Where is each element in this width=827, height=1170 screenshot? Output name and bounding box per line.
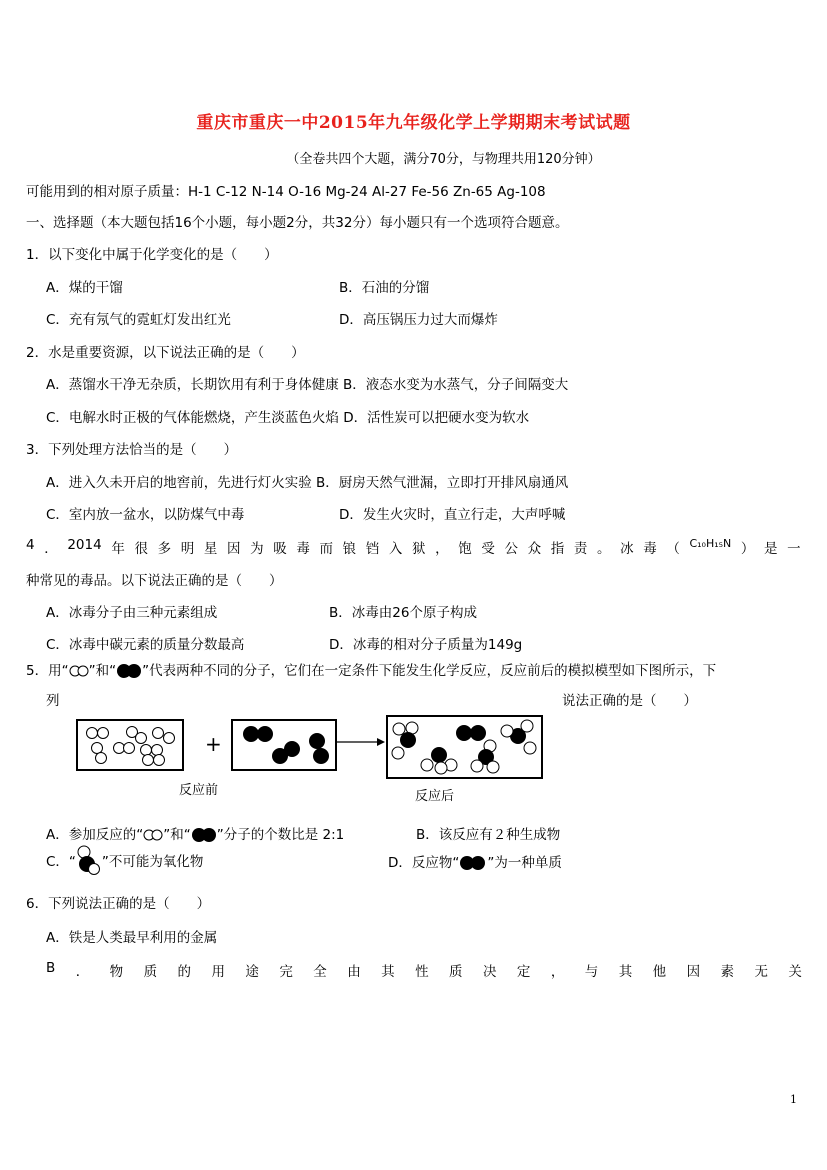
q5-option-a [46,823,344,843]
plus-sign: + [205,732,222,756]
page-subtitle: （全卷共四个大题，满分70分，与物理共用120分钟） [286,152,601,167]
q4-char: （ [666,541,680,557]
q5-stem [26,659,716,679]
q5-option-b: B．该反应有２种生成物 [416,827,561,843]
q4-char: 。 [596,541,611,557]
q6b-char: ， [550,964,565,980]
q4-char: 受 [481,541,495,557]
q6b-char: 其 [618,964,633,980]
q4-char: 为 [250,541,264,557]
q6b-char: 性 [415,964,429,980]
q4-char: 是 [764,541,778,557]
q6b-char: 全 [313,964,327,980]
q6b-char: 用 [211,964,225,980]
q2-options-cd: C．电解水时正极的气体能燃烧，产生淡蓝色火焰 D．活性炭可以把硬水变为软水 [46,410,530,426]
q6b-char: 质 [449,964,463,980]
q6b-char: 决 [482,964,497,980]
q4-option-a: A．冰毒分子由三种元素组成 [46,605,218,621]
section-heading: 一、选择题（本大题包括16个小题，每小题2分，共32分）每小题只有一个选项符合题意。 [26,215,569,231]
q6b-char: 他 [652,964,667,980]
q6b-char: 无 [754,964,768,980]
q6b-char: 其 [381,964,395,980]
page-title: 重庆市重庆一中2015年九年级化学上学期期末考试试题 [196,113,631,133]
q3-option-c: C．室内放一盆水，以防煤气中毒 [46,507,245,523]
q4-char: 4 [26,537,35,553]
q3-options-ab: A．进入久未开启的地窖前，先进行灯火实验 B．厨房天然气泄漏，立即打开排风扇通风 [46,475,569,491]
q4-char: ） [740,541,755,557]
q6b-char: 完 [279,964,293,980]
q6-option-b [46,960,802,980]
q4-char: 公 [504,541,518,557]
q4-char: C₁₀H₁₅N [689,537,732,550]
white-molecule-icon [143,829,163,841]
q5-stem-post: ”代表两种不同的分子，它们在一定条件下能发生化学反应，反应前后的模拟模型如下图所示，下 [142,663,717,679]
q5-stem-mid: ”和“ [88,663,117,679]
q6-option-a: A．铁是人类最早利用的金属 [46,930,218,946]
reaction-model-diagram [75,712,555,804]
q1-option-b: B．石油的分馏 [339,280,430,296]
white-molecule-icon [69,665,89,677]
q6b-char: 质 [143,964,158,980]
product-molecule-icon [76,845,102,875]
q1-option-d: D．高压锅压力过大而爆炸 [339,312,498,328]
q4-char: 饱 [458,541,472,557]
q6b-char: 素 [720,964,735,980]
q1-option-c: C．充有氖气的霓虹灯发出红光 [46,312,231,328]
q3-stem: 3．下列处理方法恰当的是（ ） [26,442,238,458]
page-number: 1 [790,1093,797,1106]
black-molecule-icon [116,663,142,679]
q4-char: 年 [111,541,125,557]
q6b-char: 与 [584,964,599,980]
q4-option-d: D．冰毒的相对分子质量为149g [329,637,523,653]
q4-stem-line1 [26,537,801,557]
q5-stem-pre: 5．用“ [26,663,69,679]
q4-char: 一 [787,541,801,557]
q4-char: 吸 [273,541,287,557]
q6b-char: 关 [788,964,802,980]
q4-char: ． [44,541,58,557]
q6b-char: ． [75,964,90,980]
q2-options-ab: A．蒸馏水干净无杂质，长期饮用有利于身体健康 B．液态水变为水蒸气，分子间隔变大 [46,377,569,393]
q5-option-c [46,845,203,875]
q4-char: 指 [550,541,565,557]
q6b-char: B [46,960,56,976]
q3-option-d: D．发生火灾时，直立行走，大声呼喊 [339,507,566,523]
q5-a-pre: A．参加反应的“ [46,827,144,843]
q4-option-c: C．冰毒中碳元素的质量分数最高 [46,637,245,653]
q6b-char: 途 [245,964,259,980]
q5-d-post: ”为一种单质 [487,855,562,871]
q4-char: 铛 [365,541,380,557]
q5-c-pre: C．“ [46,854,76,870]
q5-stem-line2b: 说法正确的是（ ） [562,693,697,709]
q6-stem: 6．下列说法正确的是（ ） [26,896,211,912]
q4-char: 星 [203,541,218,557]
q4-char: 责 [573,541,588,557]
q5-c-post: ”不可能为氧化物 [101,854,204,870]
q4-char: 因 [226,541,241,557]
q4-char: 毒 [643,541,657,557]
q5-stem-line2a: 列 [46,693,60,709]
q4-char: 入 [388,541,403,557]
q4-char: ， [435,541,449,557]
q6b-char: 由 [347,964,361,980]
q4-char: 多 [157,541,172,557]
q4-char: 明 [180,541,195,557]
black-molecule-icon [191,827,217,843]
q4-char: 而 [319,541,333,557]
q6b-char: 因 [686,964,701,980]
q1-option-a: A．煤的干馏 [46,280,123,296]
q4-char: 冰 [620,541,634,557]
q1-stem: 1．以下变化中属于化学变化的是（ ） [26,247,278,263]
q6b-char: 定 [516,964,531,980]
q4-char: 众 [527,541,542,557]
q5-a-mid: ”和“ [163,827,191,843]
atomic-masses: 可能用到的相对原子质量：H-1 C-12 N-14 O-16 Mg-24 Al-27 Fe-56 Zn-65 Ag-108 [26,184,546,200]
q5-option-d [388,851,562,871]
q6b-char: 的 [177,964,192,980]
before-label: 反应前 [179,783,219,798]
black-molecule-icon [459,855,487,871]
q5-d-pre: D．反应物“ [388,855,460,871]
q6b-char: 物 [109,964,124,980]
q4-option-b: B．冰毒由26个原子构成 [329,605,477,621]
q4-char: 锒 [342,541,357,557]
q4-stem-line2: 种常见的毒品。以下说法正确的是（ ） [26,573,283,589]
q2-stem: 2．水是重要资源，以下说法正确的是（ ） [26,345,305,361]
q4-char: 毒 [296,541,310,557]
q4-char: 2014 [67,537,102,553]
q5-a-post: ”分子的个数比是 2:1 [216,827,345,843]
q4-char: 很 [134,541,148,557]
after-label: 反应后 [415,789,455,804]
q4-char: 狱 [411,541,426,557]
